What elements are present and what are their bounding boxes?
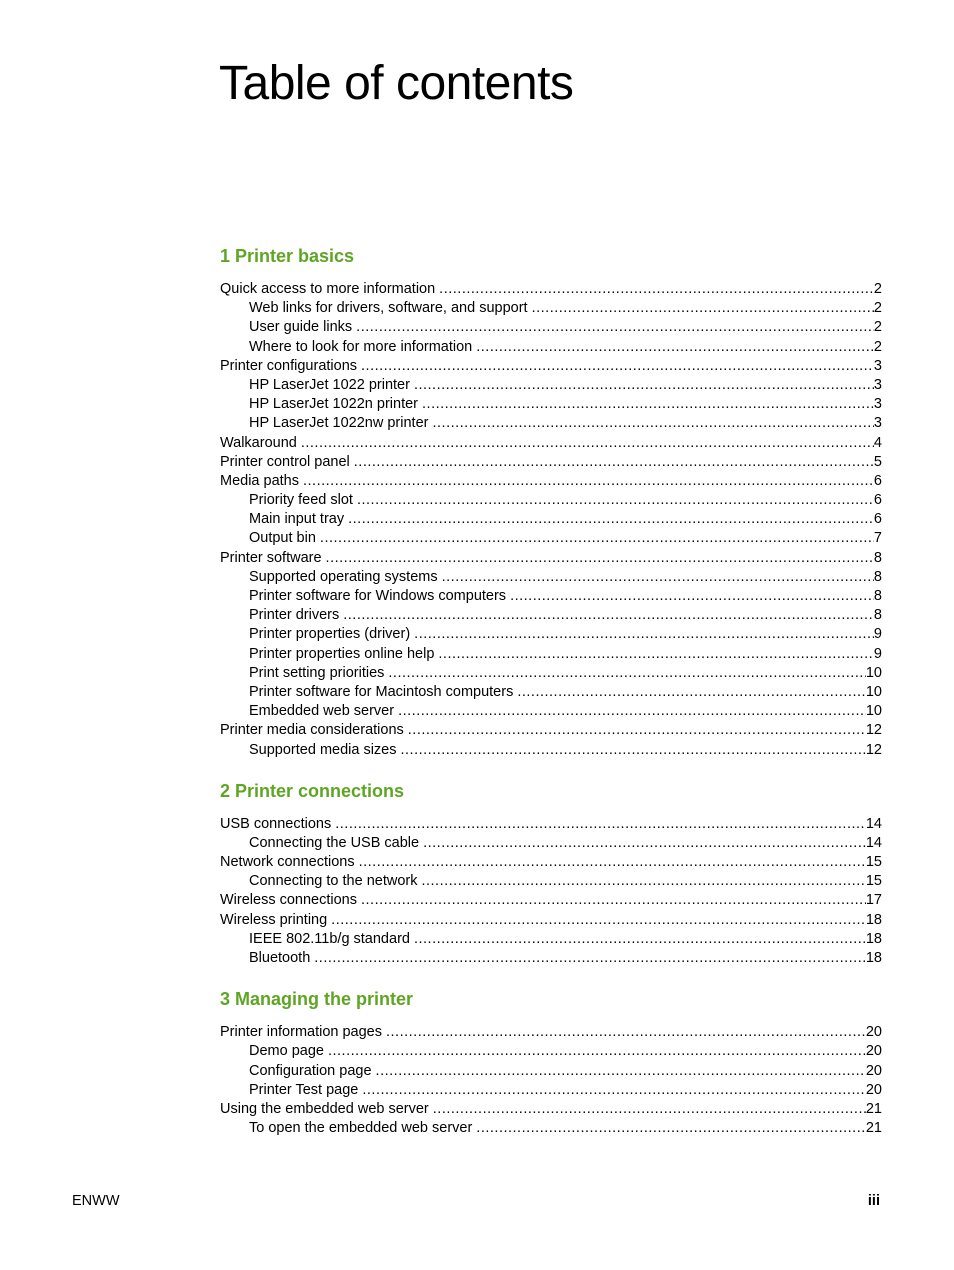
toc-subentry[interactable] bbox=[220, 683, 882, 702]
toc-entry-title: Printer software bbox=[220, 549, 322, 566]
toc-page-number: 20 bbox=[865, 1043, 882, 1060]
toc-page-number: 6 bbox=[873, 472, 882, 489]
toc-page-number: 12 bbox=[865, 722, 882, 739]
toc-entry-title: Printer Test page bbox=[249, 1081, 359, 1098]
toc-subentry[interactable] bbox=[220, 568, 882, 587]
toc-page-number: 15 bbox=[865, 854, 882, 871]
toc-page-number: 2 bbox=[873, 319, 882, 336]
toc-entry-title: Bluetooth bbox=[249, 950, 311, 966]
dot-leader bbox=[388, 664, 865, 683]
toc-subentry[interactable] bbox=[220, 414, 882, 433]
toc-subentry[interactable] bbox=[220, 529, 882, 548]
dot-leader bbox=[314, 949, 866, 968]
toc-entry-title: HP LaserJet 1022n printer bbox=[249, 396, 419, 413]
toc-entry-title: Walkaround bbox=[220, 434, 297, 451]
footer-left-label: ENWW bbox=[72, 1193, 120, 1209]
toc-page-number: 3 bbox=[873, 396, 882, 413]
dot-leader bbox=[401, 741, 866, 760]
toc-entry[interactable] bbox=[220, 280, 882, 299]
toc-entry-title: Printer software for Windows computers bbox=[249, 588, 507, 604]
toc-page-number: 8 bbox=[873, 568, 882, 585]
toc-entry-title: Media paths bbox=[220, 472, 299, 489]
toc-entry-title: Printer configurations bbox=[220, 357, 358, 374]
toc-subentry[interactable] bbox=[220, 606, 882, 625]
toc-entry-title: Printer drivers bbox=[249, 607, 340, 624]
dot-leader bbox=[432, 414, 873, 433]
toc-entry-title: Supported media sizes bbox=[249, 741, 397, 758]
toc-entry[interactable] bbox=[220, 434, 882, 453]
toc-subentry[interactable] bbox=[220, 299, 882, 318]
dot-leader bbox=[510, 587, 874, 606]
toc-entry-title: User guide links bbox=[249, 319, 353, 336]
toc-entry-title: Network connections bbox=[220, 854, 355, 871]
chapter-section bbox=[220, 779, 882, 969]
dot-leader bbox=[357, 491, 874, 510]
toc-page-number: 21 bbox=[865, 1100, 882, 1117]
toc-page-number: 3 bbox=[873, 376, 882, 393]
dot-leader bbox=[438, 645, 874, 664]
toc-page-number: 2 bbox=[873, 281, 882, 297]
toc-subentry[interactable] bbox=[220, 510, 882, 529]
toc-entry-title: Printer information pages bbox=[220, 1024, 382, 1041]
toc-entry[interactable] bbox=[220, 472, 882, 491]
dot-leader bbox=[303, 472, 874, 491]
dot-leader bbox=[414, 930, 866, 949]
toc-page-number: 14 bbox=[865, 815, 882, 832]
toc-entry[interactable] bbox=[220, 357, 882, 376]
dot-leader bbox=[442, 568, 874, 587]
toc-page-number: 3 bbox=[873, 357, 882, 374]
dot-leader bbox=[320, 529, 874, 548]
toc-entry-title: Connecting the USB cable bbox=[249, 834, 420, 851]
toc-page-number: 5 bbox=[873, 453, 882, 470]
toc-subentry[interactable] bbox=[220, 338, 882, 357]
toc-subentry[interactable] bbox=[220, 949, 882, 968]
toc-entry-title: HP LaserJet 1022 printer bbox=[249, 376, 410, 393]
toc-entry[interactable] bbox=[220, 721, 882, 740]
toc-entry-title: Printer software for Macintosh computers bbox=[249, 683, 514, 700]
toc-page-number: 8 bbox=[873, 607, 882, 624]
toc-subentry[interactable] bbox=[220, 1042, 882, 1061]
toc-entry[interactable] bbox=[220, 1100, 882, 1119]
toc-entry-title: Web links for drivers, software, and support bbox=[249, 300, 528, 317]
toc-page-number: 20 bbox=[865, 1024, 882, 1041]
dot-leader bbox=[517, 683, 866, 702]
toc-page-number: 9 bbox=[873, 645, 882, 662]
dot-leader bbox=[362, 1081, 866, 1100]
toc-subentry[interactable] bbox=[220, 645, 882, 664]
toc-entry[interactable] bbox=[220, 853, 882, 872]
toc-subentry[interactable] bbox=[220, 702, 882, 721]
dot-leader bbox=[343, 606, 874, 625]
toc-entry[interactable] bbox=[220, 453, 882, 472]
dot-leader bbox=[398, 702, 866, 721]
toc-entry-title: Supported operating systems bbox=[249, 568, 438, 585]
toc-entry[interactable] bbox=[220, 815, 882, 834]
toc-page-number: 6 bbox=[873, 492, 882, 509]
dot-leader bbox=[356, 318, 874, 337]
toc-subentry[interactable] bbox=[220, 318, 882, 337]
dot-leader bbox=[422, 395, 874, 414]
toc-subentry[interactable] bbox=[220, 930, 882, 949]
toc-entry-title: Connecting to the network bbox=[249, 873, 418, 890]
dot-leader bbox=[408, 721, 866, 740]
dot-leader bbox=[335, 815, 866, 834]
table-of-contents bbox=[220, 244, 882, 1157]
toc-subentry[interactable] bbox=[220, 587, 882, 606]
toc-page-number: 9 bbox=[873, 626, 882, 643]
toc-entry-title: Wireless printing bbox=[220, 911, 328, 928]
dot-leader bbox=[331, 911, 866, 930]
toc-subentry[interactable] bbox=[220, 491, 882, 510]
toc-page-number: 10 bbox=[865, 664, 882, 681]
toc-entry-title: Printer media considerations bbox=[220, 722, 404, 739]
toc-subentry[interactable] bbox=[220, 834, 882, 853]
dot-leader bbox=[414, 376, 874, 395]
toc-page-number: 17 bbox=[865, 892, 882, 909]
toc-entry-title: Configuration page bbox=[249, 1062, 372, 1079]
dot-leader bbox=[328, 1042, 866, 1061]
toc-page-number: 20 bbox=[865, 1062, 882, 1079]
chapter-heading[interactable]: 3 Managing the printer bbox=[220, 989, 414, 1010]
toc-entry-title: Wireless connections bbox=[220, 892, 357, 909]
toc-entry-title: Printer properties online help bbox=[249, 645, 435, 662]
toc-page-number: 2 bbox=[873, 300, 882, 317]
toc-page-number: 15 bbox=[865, 873, 882, 890]
toc-entry[interactable] bbox=[220, 549, 882, 568]
toc-page-number: 4 bbox=[873, 434, 882, 451]
dot-leader bbox=[359, 853, 866, 872]
dot-leader bbox=[532, 299, 874, 318]
toc-page-number: 8 bbox=[873, 549, 882, 566]
toc-subentry[interactable] bbox=[220, 664, 882, 683]
toc-subentry[interactable] bbox=[220, 376, 882, 395]
toc-entry-title: Demo page bbox=[249, 1043, 324, 1060]
toc-entry-title: Where to look for more information bbox=[249, 338, 473, 355]
dot-leader bbox=[476, 338, 874, 357]
toc-entry-title: IEEE 802.11b/g standard bbox=[249, 930, 410, 947]
toc-page-number: 12 bbox=[865, 741, 882, 758]
toc-page-number: 2 bbox=[873, 338, 882, 355]
toc-entry[interactable] bbox=[220, 891, 882, 910]
page-title: Table of contents bbox=[219, 57, 574, 110]
toc-entry-title: Embedded web server bbox=[249, 703, 395, 720]
toc-page-number: 14 bbox=[865, 834, 882, 851]
toc-subentry[interactable] bbox=[220, 741, 882, 760]
footer-page-number: iii bbox=[867, 1193, 880, 1209]
dot-leader bbox=[439, 280, 874, 299]
dot-leader bbox=[421, 872, 865, 891]
dot-leader bbox=[354, 453, 874, 472]
toc-entry[interactable] bbox=[220, 911, 882, 930]
dot-leader bbox=[348, 510, 874, 529]
toc-page-number: 7 bbox=[873, 530, 882, 547]
toc-entry-title: Priority feed slot bbox=[249, 492, 353, 509]
toc-subentry[interactable] bbox=[220, 1062, 882, 1081]
toc-entry-title: HP LaserJet 1022nw printer bbox=[249, 415, 429, 432]
dot-leader bbox=[361, 357, 874, 376]
dot-leader bbox=[301, 434, 874, 453]
toc-page-number: 10 bbox=[865, 703, 882, 720]
toc-page-number: 21 bbox=[865, 1120, 882, 1137]
toc-entry-title: Using the embedded web server bbox=[220, 1100, 429, 1117]
dot-leader bbox=[326, 549, 874, 568]
dot-leader bbox=[476, 1119, 866, 1138]
chapter-section bbox=[220, 987, 882, 1138]
toc-entry[interactable] bbox=[220, 1023, 882, 1042]
toc-page-number: 18 bbox=[865, 930, 882, 947]
toc-page-number: 20 bbox=[865, 1081, 882, 1098]
chapter-section bbox=[220, 244, 882, 760]
toc-page-number: 6 bbox=[873, 511, 882, 528]
toc-entry-title: USB connections bbox=[220, 815, 332, 832]
dot-leader bbox=[386, 1023, 866, 1042]
dot-leader bbox=[361, 891, 866, 910]
toc-subentry[interactable] bbox=[220, 872, 882, 891]
chapter-heading[interactable]: 2 Printer connections bbox=[220, 780, 405, 801]
toc-entry-title: Printer properties (driver) bbox=[249, 626, 411, 643]
dot-leader bbox=[414, 625, 874, 644]
toc-entry-title: To open the embedded web server bbox=[249, 1120, 473, 1137]
toc-entry-title: Quick access to more information bbox=[220, 281, 436, 297]
toc-subentry[interactable] bbox=[220, 395, 882, 414]
dot-leader bbox=[433, 1100, 866, 1119]
toc-subentry[interactable] bbox=[220, 1081, 882, 1100]
toc-entry-title: Print setting priorities bbox=[249, 664, 385, 681]
dot-leader bbox=[376, 1062, 866, 1081]
toc-entry-title: Main input tray bbox=[249, 511, 345, 528]
dot-leader bbox=[423, 834, 866, 853]
toc-subentry[interactable] bbox=[220, 1119, 882, 1138]
chapter-heading[interactable]: 1 Printer basics bbox=[220, 246, 355, 266]
toc-page-number: 18 bbox=[865, 950, 882, 966]
toc-entry-title: Printer control panel bbox=[220, 453, 350, 470]
toc-page-number: 3 bbox=[873, 415, 882, 432]
toc-page-number: 18 bbox=[865, 911, 882, 928]
toc-page-number: 10 bbox=[865, 683, 882, 700]
toc-subentry[interactable] bbox=[220, 625, 882, 644]
toc-page-number: 8 bbox=[873, 588, 882, 604]
toc-entry-title: Output bin bbox=[249, 530, 316, 547]
